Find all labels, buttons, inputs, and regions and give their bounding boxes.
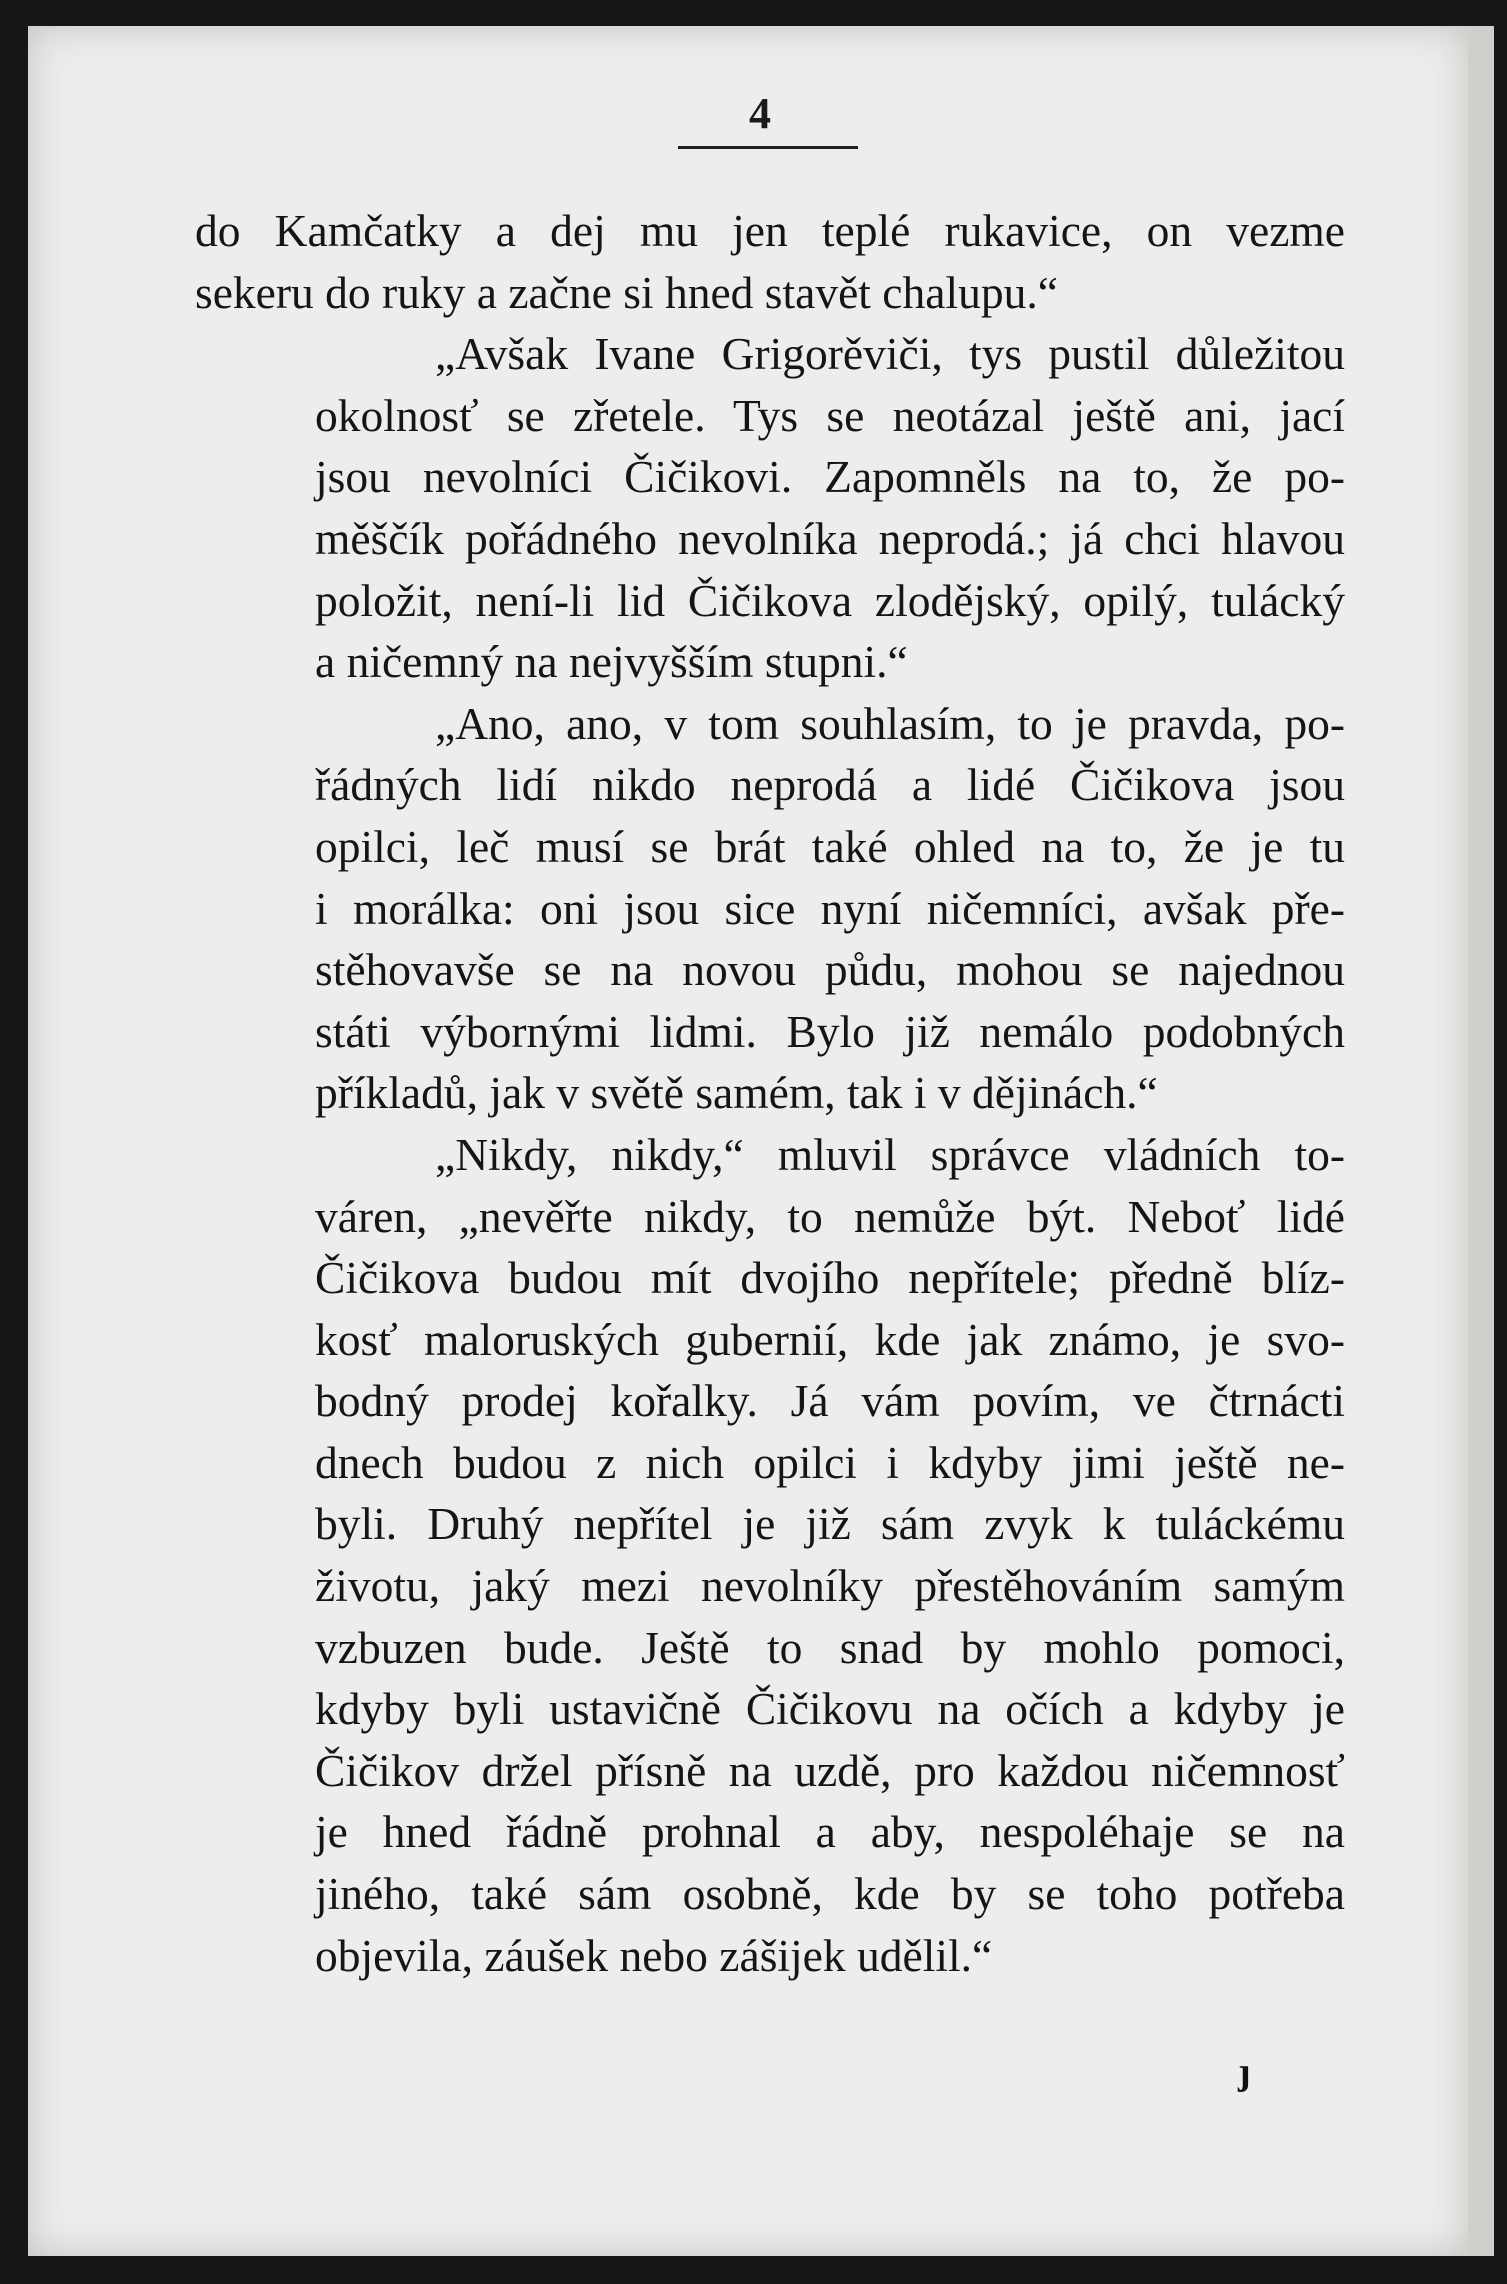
text-line: je hned řádně prohnal a aby, nespoléhaje se na <box>315 1806 1345 1858</box>
text-line: váren, „nevěřte nikdy, to nemůže být. Neboť lidé <box>315 1190 1345 1242</box>
text-line: „Ano, ano, v tom souhlasím, to je pravda, po- <box>435 697 1345 749</box>
text-line: opilci, leč musí se brát také ohled na to, že je tu <box>315 820 1345 872</box>
paragraph <box>195 693 1345 1124</box>
bottom-mark: ȷ <box>1238 2051 1251 2093</box>
text-line: životu, jaký mezi nevolníky přestěhováním samým <box>315 1560 1345 1612</box>
text-line: měščík pořádného nevolníka neprodá.; já chci hlavou <box>315 512 1345 564</box>
text-line: stěhovavše se na novou půdu, mohou se najednou <box>315 944 1345 996</box>
text-line: „Nikdy, nikdy,“ mluvil správce vládních to- <box>435 1128 1345 1180</box>
page-edge <box>1468 26 1494 2256</box>
text-line: kdyby byli ustavičně Čičikovu na očích a kdyby je <box>315 1683 1345 1735</box>
body-text <box>195 200 1345 1986</box>
text-line: okolnosť se zřetele. Tys se neotázal ještě ani, jací <box>315 389 1345 441</box>
paragraph <box>195 323 1345 693</box>
text-line: Čičikov držel přísně na uzdě, pro každou ničemnosť <box>315 1744 1345 1796</box>
paragraph <box>195 1124 1345 1986</box>
text-line: sekeru do ruky a začne si hned stavět chalupu.“ <box>195 266 1058 318</box>
text-line: objevila, záušek nebo zášijek udělil.“ <box>315 1929 993 1981</box>
text-line: bodný prodej kořalky. Já vám povím, ve čtrnácti <box>315 1375 1345 1427</box>
text-line: byli. Druhý nepřítel je již sám zvyk k tuláckému <box>315 1498 1345 1550</box>
text-line: dnech budou z nich opilci i kdyby jimi ještě ne- <box>315 1436 1345 1488</box>
paragraph <box>195 200 1345 323</box>
text-line: „Avšak Ivane Grigorěviči, tys pustil důležitou <box>435 328 1345 380</box>
text-line: kosť maloruských gubernií, kde jak známo, je svo- <box>315 1313 1345 1365</box>
text-line: Čičikova budou mít dvojího nepřítele; předně blíz- <box>315 1252 1345 1304</box>
text-line: i morálka: oni jsou sice nyní ničemníci, avšak pře- <box>315 882 1345 934</box>
text-line: jiného, také sám osobně, kde by se toho potřeba <box>315 1868 1345 1920</box>
text-line: do Kamčatky a dej mu jen teplé rukavice, on vezme <box>195 205 1345 256</box>
page-number: 4 <box>749 89 771 138</box>
header-rule <box>678 146 858 149</box>
text-line: a ničemný na nejvyšším stupni.“ <box>315 636 908 688</box>
text-line: vzbuzen bude. Ještě to snad by mohlo pomoci, <box>315 1621 1345 1673</box>
text-line: položit, není-li lid Čičikova zlodějský, opilý, tulácký <box>315 574 1345 626</box>
text-line: příkladů, jak v světě samém, tak i v dějinách.“ <box>315 1067 1158 1119</box>
text-line: řádných lidí nikdo neprodá a lidé Čičikova jsou <box>315 759 1345 811</box>
text-line: státi výbornými lidmi. Bylo již nemálo podobných <box>315 1005 1345 1057</box>
text-line: jsou nevolníci Čičikovi. Zapomněls na to, že po- <box>315 451 1345 503</box>
